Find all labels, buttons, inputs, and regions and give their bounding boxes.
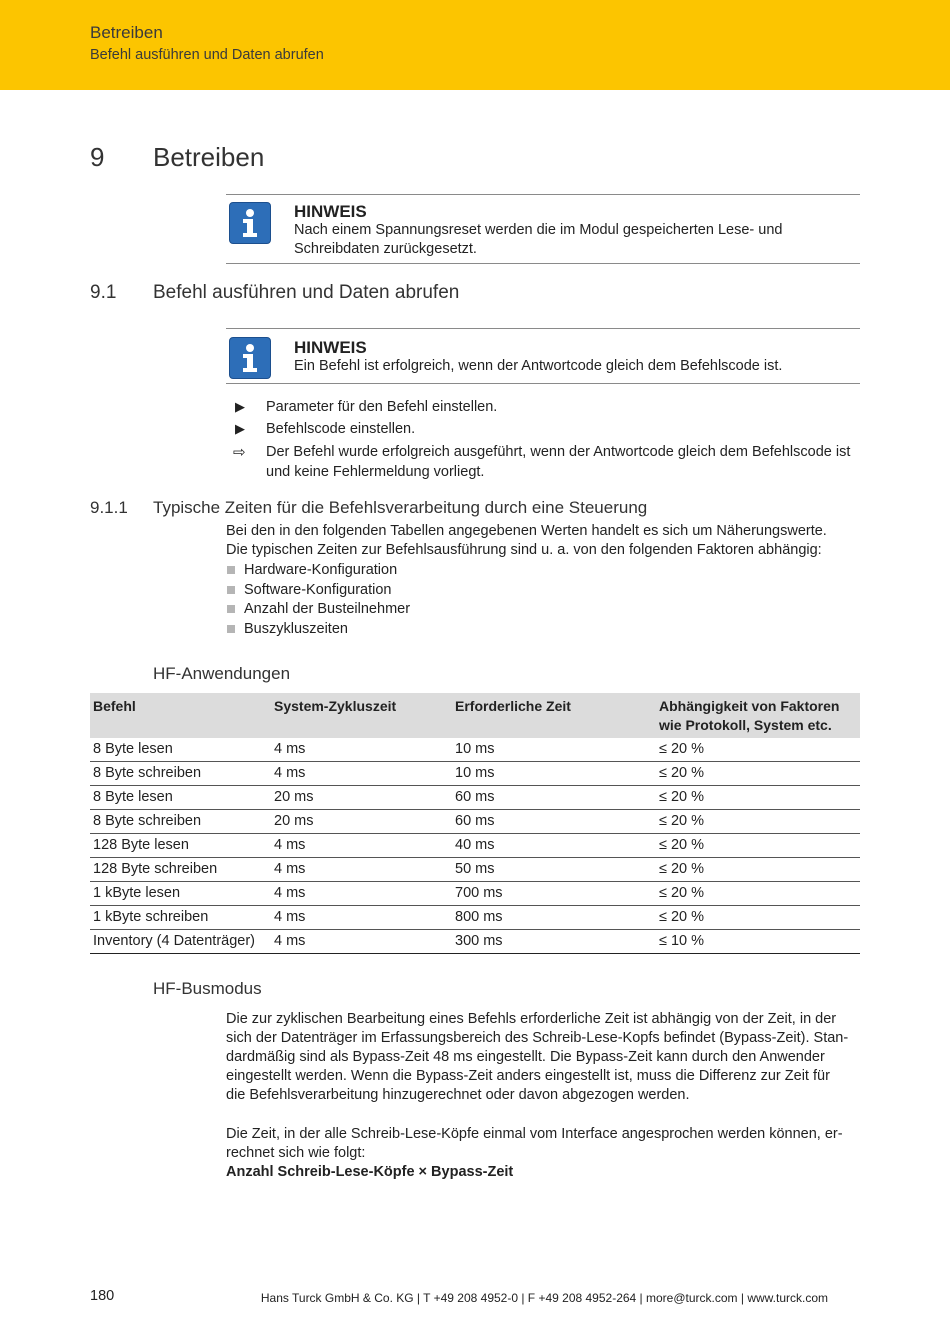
subsection-title: Typische Zeiten für die Befehlsverarbeitung durch eine Steuerung — [153, 498, 648, 517]
note1-bottom-rule — [226, 263, 860, 264]
table-cell: ≤ 20 % — [656, 762, 860, 786]
table-cell: 8 Byte lesen — [90, 738, 271, 762]
table-cell: 1 kByte lesen — [90, 882, 271, 906]
table-cell: 60 ms — [452, 810, 656, 834]
bullet-icon — [227, 625, 235, 633]
step-arrow-icon: ▶ — [235, 399, 245, 414]
table-cell: ≤ 20 % — [656, 882, 860, 906]
table-cell: ≤ 10 % — [656, 930, 860, 954]
step-text: Befehlscode einstellen. — [266, 421, 416, 437]
table-cell: 4 ms — [271, 738, 452, 762]
section-number: 9.1 — [90, 282, 117, 303]
table-cell: 8 Byte schreiben — [90, 762, 271, 786]
table-cell: 10 ms — [452, 762, 656, 786]
factor-item: Software-Konfiguration — [244, 582, 392, 598]
table-cell: 4 ms — [271, 834, 452, 858]
table-cell: 20 ms — [271, 810, 452, 834]
factor-item: Buszykluszeiten — [244, 621, 348, 637]
table-row — [90, 762, 860, 786]
factor-item: Hardware-Konfiguration — [244, 562, 398, 578]
column-header: Erforderliche Zeit — [452, 693, 656, 738]
table-cell: 128 Byte schreiben — [90, 858, 271, 882]
chapter-number: 9 — [90, 142, 105, 172]
table-cell: 4 ms — [271, 762, 452, 786]
table-cell: ≤ 20 % — [656, 834, 860, 858]
hf-apps-heading: HF-Anwendungen — [153, 664, 291, 683]
note2-bottom-rule — [226, 383, 860, 384]
table-cell: 800 ms — [452, 906, 656, 930]
column-header: Befehl — [90, 693, 271, 738]
table-cell: 50 ms — [452, 858, 656, 882]
table-cell: 4 ms — [271, 858, 452, 882]
table-row — [90, 786, 860, 810]
table-cell: 60 ms — [452, 786, 656, 810]
table-cell: ≤ 20 % — [656, 786, 860, 810]
page-header — [0, 0, 950, 90]
note1-top-rule — [226, 194, 860, 195]
intro-text-2: Die typischen Zeiten zur Befehlsausführung sind u. a. von den folgenden Faktoren abhängig: — [226, 542, 822, 558]
table-cell: 20 ms — [271, 786, 452, 810]
table-cell: 128 Byte lesen — [90, 834, 271, 858]
table-cell: 700 ms — [452, 882, 656, 906]
bullet-icon — [227, 586, 235, 594]
table-header-row — [90, 693, 860, 738]
bus-formula: Anzahl Schreib-Lese-Köpfe × Bypass-Zeit — [226, 1164, 514, 1180]
column-header: System-Zykluszeit — [271, 693, 452, 738]
hf-bus-heading: HF-Busmodus — [153, 979, 262, 998]
table-row — [90, 858, 860, 882]
info-icon — [229, 202, 271, 244]
result-text: Der Befehl wurde erfolgreich ausgeführt, wenn der Antwortcode gleich dem Befehlscode ist und keine Fehlermeldung vorliegt. — [266, 444, 851, 480]
table-cell: ≤ 20 % — [656, 738, 860, 762]
bus-text-line: Die zur zyklischen Bearbeitung eines Befehls erforderliche Zeit ist abhängig von der Zeit, in der — [226, 1011, 837, 1027]
bus-text-line: die Befehlsverarbeitung hinzugerechnet oder davon abgezogen werden. — [226, 1087, 690, 1103]
header-subtitle: Befehl ausführen und Daten abrufen — [90, 47, 324, 63]
chapter-title: Betreiben — [153, 142, 265, 172]
table-cell: 10 ms — [452, 738, 656, 762]
table-cell: 4 ms — [271, 906, 452, 930]
page-number: 180 — [90, 1288, 115, 1304]
table-cell: Inventory (4 Datenträger) — [90, 930, 271, 954]
bullet-icon — [227, 566, 235, 574]
table-row — [90, 906, 860, 930]
step-text: Parameter für den Befehl einstellen. — [266, 399, 498, 415]
table-row — [90, 810, 860, 834]
bus-text-line: eingestellt werden. Wenn die Bypass-Zeit anders eingestellt ist, muss die Differenz zur Zeit für — [226, 1068, 830, 1084]
column-header-line: wie Protokoll, System etc. — [659, 717, 832, 733]
table-cell: ≤ 20 % — [656, 858, 860, 882]
info-icon — [229, 337, 271, 379]
note2-heading: HINWEIS — [294, 338, 367, 357]
bus-text-line: sich der Datenträger im Erfassungsbereich des Schreib-Lese-Kopfs befindet (Bypass-Zeit). Stan- — [226, 1030, 849, 1046]
bus-text-line: Die Zeit, in der alle Schreib-Lese-Köpfe einmal vom Interface angesprochen werden können, er- — [226, 1126, 843, 1142]
table-cell: 300 ms — [452, 930, 656, 954]
table-cell: 4 ms — [271, 930, 452, 954]
table-row — [90, 930, 860, 954]
note1-heading: HINWEIS — [294, 202, 367, 221]
header-title: Betreiben — [90, 23, 163, 42]
section-title: Befehl ausführen und Daten abrufen — [153, 282, 460, 303]
table-cell: 8 Byte lesen — [90, 786, 271, 810]
table-cell: 40 ms — [452, 834, 656, 858]
footer-contact: Hans Turck GmbH & Co. KG | T +49 208 4952-0 | F +49 208 4952-264 | more@turck.com | www.turck.com — [260, 1291, 828, 1305]
intro-text-1: Bei den in den folgenden Tabellen angegebenen Werten handelt es sich um Näherungswerte. — [226, 523, 827, 539]
step-arrow-icon: ▶ — [235, 421, 245, 436]
column-header — [656, 693, 860, 738]
table-cell: 1 kByte schreiben — [90, 906, 271, 930]
bus-text-line: rechnet sich wie folgt: — [226, 1145, 366, 1161]
table-row — [90, 738, 860, 762]
subsection-number: 9.1.1 — [90, 498, 128, 517]
table-cell: ≤ 20 % — [656, 906, 860, 930]
note2-text: Ein Befehl ist erfolgreich, wenn der Antwortcode gleich dem Befehlscode ist. — [294, 358, 783, 374]
bus-text-line: dardmäßig sind als Bypass-Zeit 48 ms eingestellt. Die Bypass-Zeit kann durch den Anwender — [226, 1049, 825, 1065]
result-arrow-icon: ⇨ — [233, 444, 246, 461]
table-row — [90, 882, 860, 906]
note2-top-rule — [226, 328, 860, 329]
table-row — [90, 834, 860, 858]
column-header-line: Abhängigkeit von Faktoren — [659, 698, 840, 714]
table-cell: 8 Byte schreiben — [90, 810, 271, 834]
note1-text: Nach einem Spannungsreset werden die im Modul gespeicherten Lese- und Schreibdaten zurückgesetzt. — [294, 222, 783, 257]
table-cell: 4 ms — [271, 882, 452, 906]
hf-apps-table — [90, 693, 860, 954]
factor-item: Anzahl der Busteilnehmer — [244, 601, 411, 617]
bullet-icon — [227, 605, 235, 613]
table-cell: ≤ 20 % — [656, 810, 860, 834]
